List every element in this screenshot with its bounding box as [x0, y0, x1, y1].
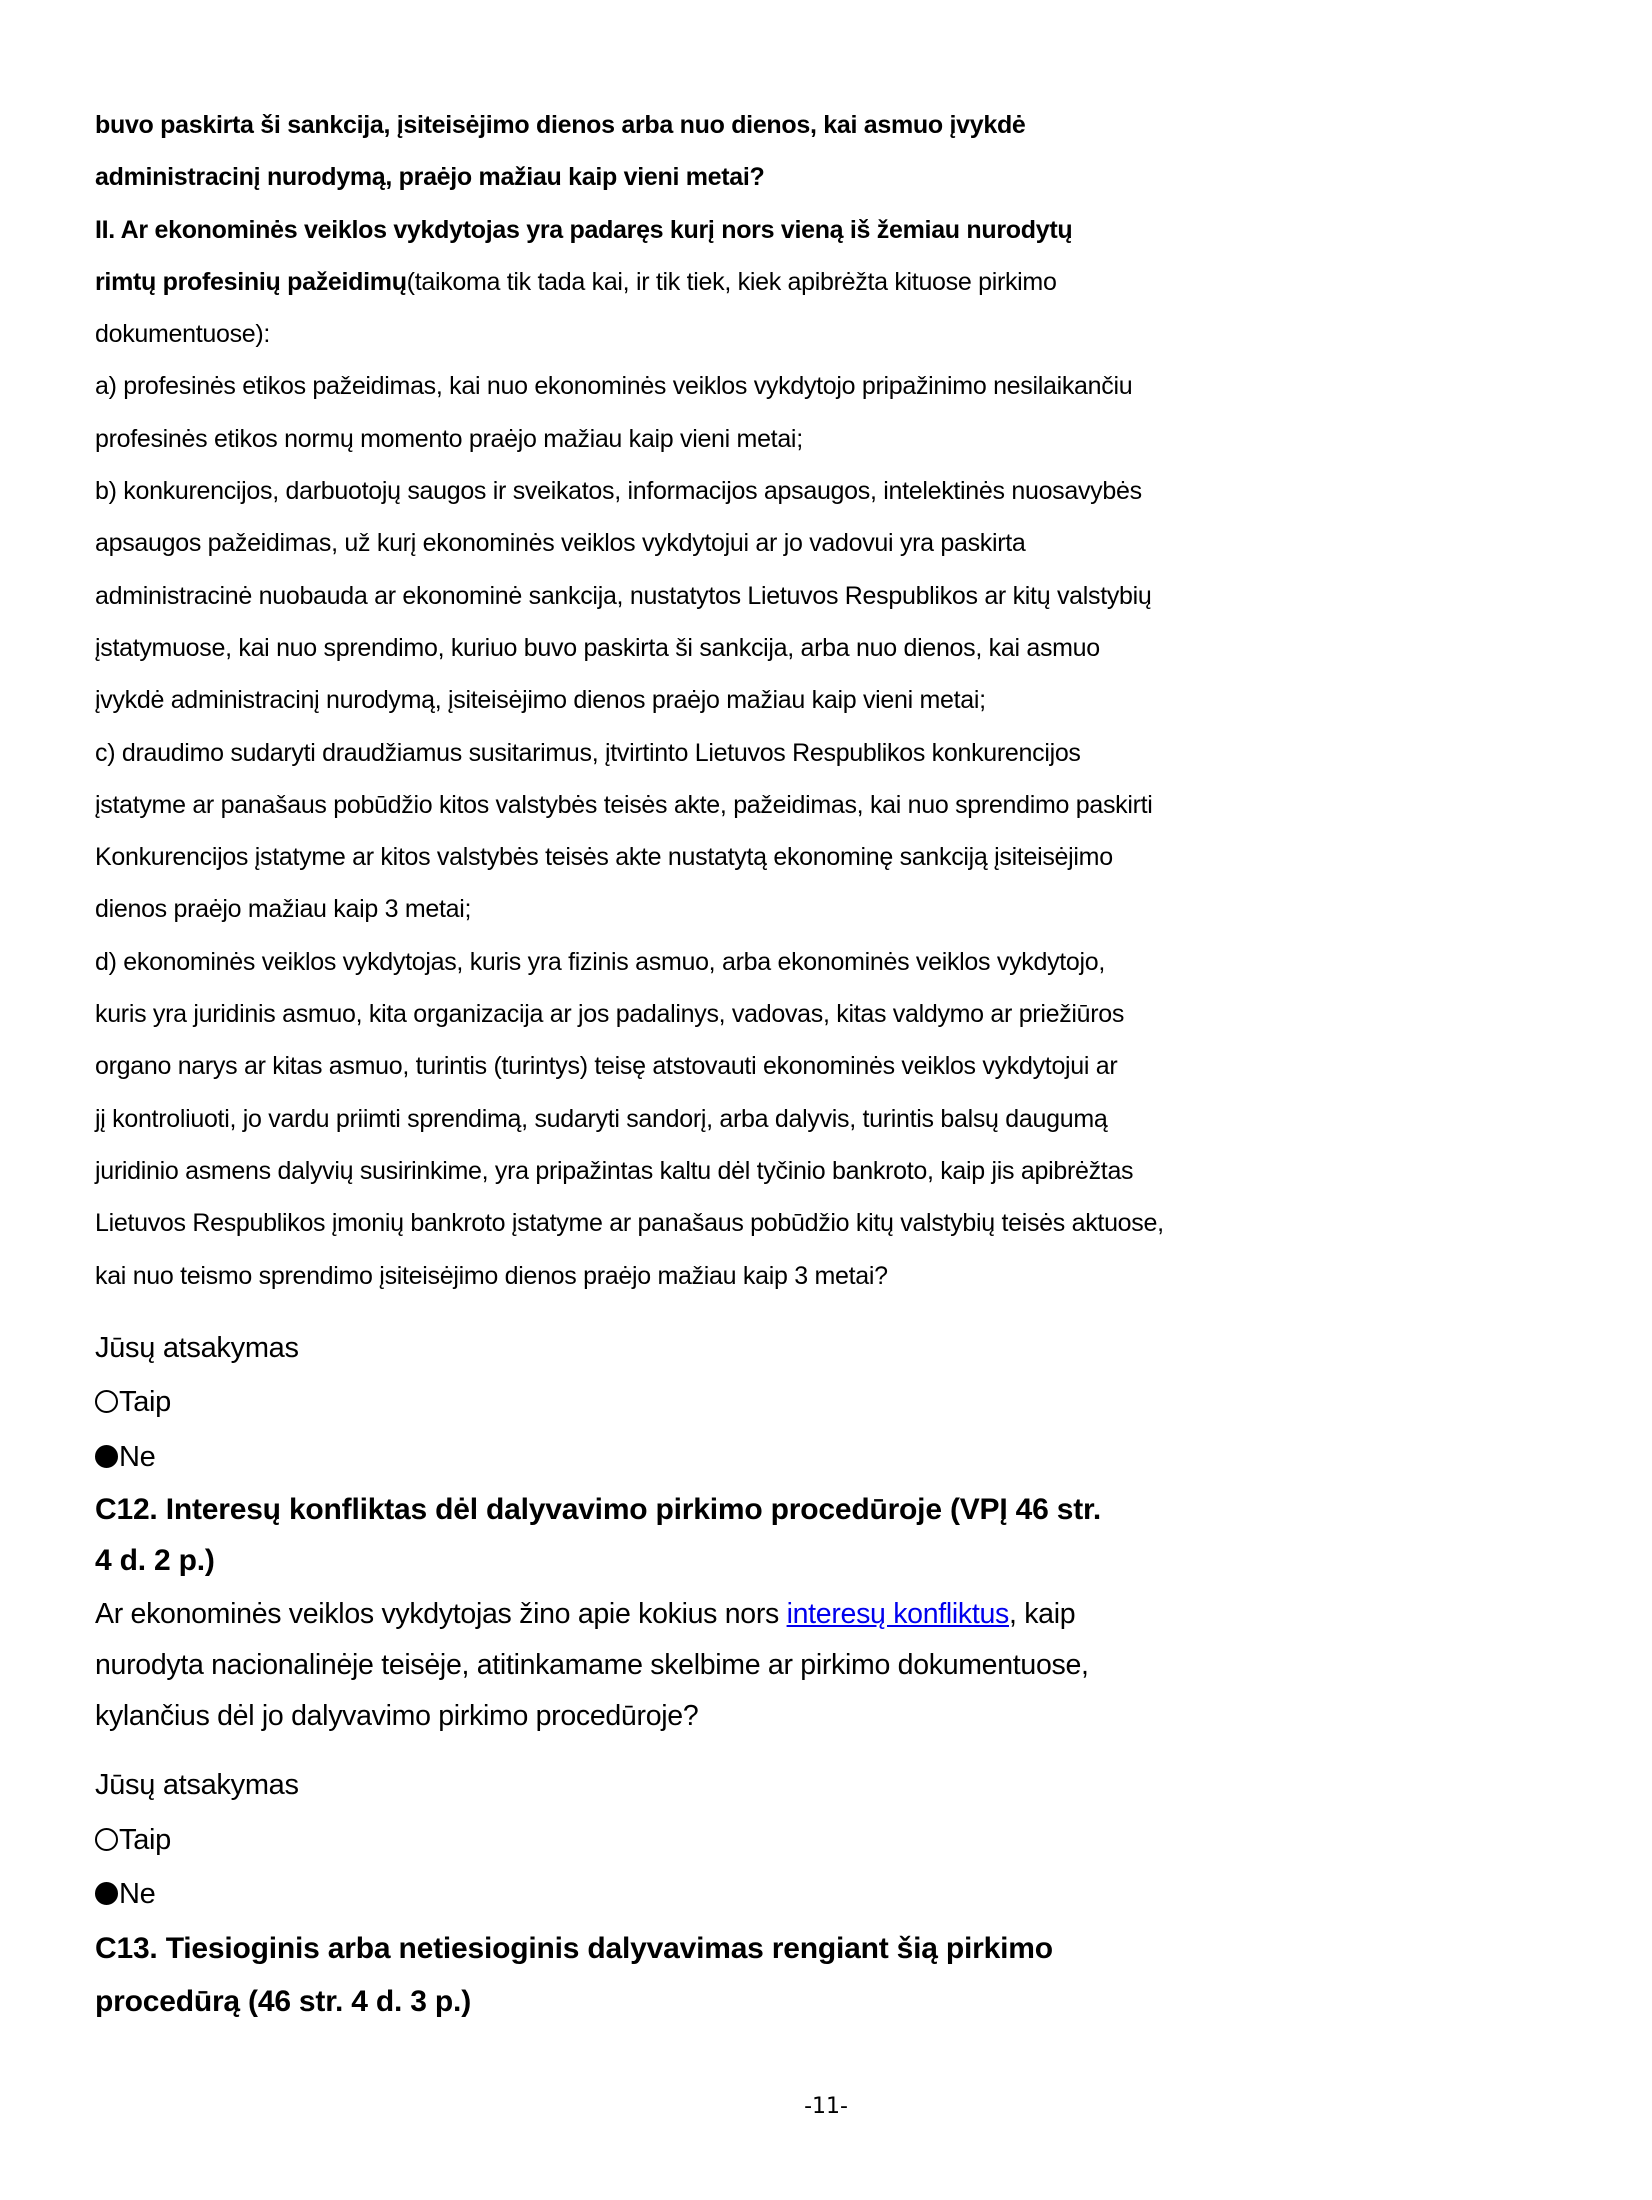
question2-body-line: administracinė nuobauda ar ekonominė sankcija, nustatytos Lietuvos Respublikos ar kitų valstybių — [95, 581, 1152, 610]
c12-heading-line: C12. Interesų konfliktas dėl dalyvavimo pirkimo procedūroje (VPĮ 46 str. — [95, 1493, 1101, 1527]
question2-body-line: Lietuvos Respublikos įmonių bankroto įstatyme ar panašaus pobūdžio kitų valstybių teisės aktuose, — [95, 1209, 1164, 1238]
answer-label: Jūsų atsakymas — [95, 1331, 299, 1364]
c12-question-line: kylančius dėl jo dalyvavimo pirkimo procedūroje? — [95, 1700, 699, 1733]
c12-question — [95, 1589, 1105, 1742]
question2-body-line: dienos praėjo mažiau kaip 3 metai; — [95, 895, 472, 924]
c12-question-line: nurodyta nacionalinėje teisėje, atitinkamame skelbime ar pirkimo dokumentuose, — [95, 1649, 1089, 1682]
intro-text-line: administracinį nurodymą, praėjo mažiau kaip vieni metai? — [95, 163, 765, 192]
interesu-konfliktus-link[interactable]: interesų konfliktus — [786, 1598, 1009, 1631]
question2-answer-block — [95, 1321, 1105, 1485]
answer-label: Jūsų atsakymas — [95, 1769, 299, 1802]
radio-option-label: Taip — [119, 1386, 171, 1419]
question2-body-line: organo narys ar kitas asmuo, turintis (turintys) teisę atstovauti ekonominės veiklos vykdytojui ar — [95, 1052, 1118, 1081]
c12-radio-option-ne[interactable] — [95, 1867, 1105, 1922]
question2-radio-option-taip[interactable] — [95, 1375, 1105, 1430]
document-page — [95, 0, 1164, 2028]
c12-question-fragment: Ar ekonominės veiklos vykdytojas žino apie kokius nors — [95, 1598, 787, 1631]
question2-body-line: juridinio asmens dalyvių susirinkime, yra pripažintas kaltu dėl tyčinio bankroto, kaip jis apibrėžtas — [95, 1156, 1134, 1185]
c12-question-line — [95, 1589, 1105, 1640]
c12-heading — [95, 1484, 1105, 1586]
question2-body-line: a) profesinės etikos pažeidimas, kai nuo ekonominės veiklos vykdytojo pripažinimo nesilaikančiu — [95, 372, 1133, 401]
radio-unchecked-icon[interactable] — [95, 1828, 118, 1851]
question2-body-line: c) draudimo sudaryti draudžiamus susitarimus, įtvirtinto Lietuvos Respublikos konkurencijos — [95, 738, 1081, 767]
c12-question-fragment: , kaip — [1009, 1598, 1076, 1631]
question2-body-line: Konkurencijos įstatyme ar kitos valstybės teisės akte nustatytą ekonominę sankciją įsiteisėjimo — [95, 843, 1113, 872]
radio-option-label: Ne — [119, 1440, 156, 1473]
question2-body-line: įvykdė administracinį nurodymą, įsiteisėjimo dienos praėjo mažiau kaip vieni metai; — [95, 686, 986, 715]
question2-body-line: apsaugos pažeidimas, už kurį ekonominės veiklos vykdytojui ar jo vadovui yra paskirta — [95, 529, 1026, 558]
c12-answer-block — [95, 1758, 1105, 1922]
question2-body-line: d) ekonominės veiklos vykdytojas, kuris yra fizinis asmuo, arba ekonominės veiklos vykdytojo, — [95, 947, 1106, 976]
question2-body-line: kai nuo teismo sprendimo įsiteisėjimo dienos praėjo mažiau kaip 3 metai? — [95, 1261, 888, 1290]
c12-radio-option-taip[interactable] — [95, 1813, 1105, 1868]
page-number: -11- — [804, 2094, 848, 2119]
radio-unchecked-icon[interactable] — [95, 1390, 118, 1413]
c12-heading-line: 4 d. 2 p.) — [95, 1544, 215, 1578]
question2-heading-line — [95, 256, 1105, 308]
c13-heading — [95, 1922, 1105, 2028]
question2-heading-regular-fragment: (taikoma tik tada kai, ir tik tiek, kiek apibrėžta kituose pirkimo — [406, 267, 1057, 296]
question2-body-line: įstatymuose, kai nuo sprendimo, kuriuo buvo paskirta ši sankcija, arba nuo dienos, kai asmuo — [95, 633, 1100, 662]
question2-heading-line: II. Ar ekonominės veiklos vykdytojas yra padaręs kurį nors vieną iš žemiau nurodytų — [95, 215, 1073, 244]
radio-option-label: Taip — [119, 1823, 171, 1856]
question2-heading-bold-fragment: rimtų profesinių pažeidimų — [95, 267, 407, 296]
radio-checked-icon[interactable] — [95, 1445, 118, 1468]
c13-heading-line: procedūrą (46 str. 4 d. 3 p.) — [95, 1984, 471, 2018]
radio-checked-icon[interactable] — [95, 1882, 118, 1905]
c13-heading-line: C13. Tiesioginis arba netiesioginis dalyvavimas rengiant šią pirkimo — [95, 1931, 1053, 1965]
intro-text-line: buvo paskirta ši sankcija, įsiteisėjimo dienos arba nuo dienos, kai asmuo įvykdė — [95, 111, 1026, 139]
question2-heading-line: dokumentuose): — [95, 320, 271, 349]
question2-body-line: jį kontroliuoti, jo vardu priimti sprendimą, sudaryti sandorį, arba dalyvis, turintis balsų daugumą — [95, 1104, 1108, 1133]
question2-radio-option-ne[interactable] — [95, 1430, 1105, 1485]
question2-body-line: įstatyme ar panašaus pobūdžio kitos valstybės teisės akte, pažeidimas, kai nuo sprendimo paskirti — [95, 790, 1153, 819]
radio-option-label: Ne — [119, 1878, 156, 1911]
question2-body-line: kuris yra juridinis asmuo, kita organizacija ar jos padalinys, vadovas, kitas valdymo ar priežiūros — [95, 1000, 1125, 1029]
question2-body-line: profesinės etikos normų momento praėjo mažiau kaip vieni metai; — [95, 424, 803, 453]
question2-body-line: b) konkurencijos, darbuotojų saugos ir sveikatos, informacijos apsaugos, intelektinės nuosavybės — [95, 477, 1142, 506]
